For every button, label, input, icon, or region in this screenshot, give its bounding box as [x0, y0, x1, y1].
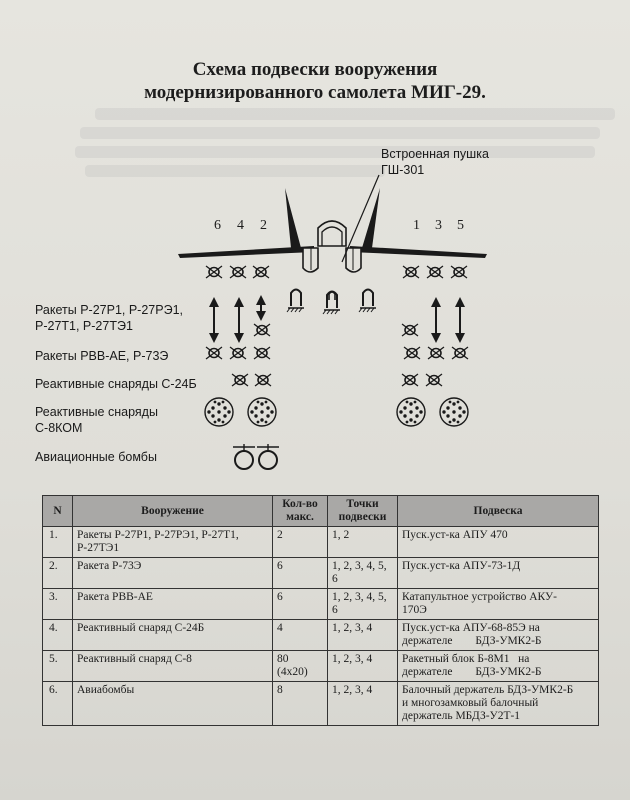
label-rvv: Ракеты РВВ-АЕ, Р-73Э	[35, 349, 169, 363]
point-label-4: 4	[237, 218, 244, 233]
r27-mount-right	[402, 324, 418, 336]
label-s8-line1: Реактивные снаряды	[35, 405, 158, 419]
header-qty: Кол-во макс.	[273, 496, 328, 527]
pylon-row	[287, 290, 376, 315]
page-title-line2: модернизированного самолета МИГ-29.	[144, 82, 486, 103]
label-s24: Реактивные снаряды С-24Б	[35, 377, 197, 391]
page-title-line1: Схема подвески вооружения	[192, 59, 438, 80]
header-weapon: Вооружение	[73, 496, 273, 527]
bombs-icon	[233, 444, 279, 469]
table-row: 4. Реактивный снаряд С-24Б 4 1, 2, 3, 4 Пуск.уст-ка АПУ-68-85Э на держателе БДЗ-УМК2-Б	[43, 620, 599, 651]
table-row: 5. Реактивный снаряд С-8 80 (4х20) 1, 2, 3, 4 Ракетный блок Б-8М1 на держателе БДЗ-УМК2-Б	[43, 651, 599, 682]
header-mount: Подвеска	[398, 496, 599, 527]
label-bombs: Авиационные бомбы	[35, 450, 157, 464]
aircraft-silhouette	[178, 188, 487, 272]
gun-label-line1: Встроенная пушка	[381, 147, 489, 161]
s8-pods	[205, 398, 468, 426]
label-s8-line2: С-8КОМ	[35, 421, 83, 435]
point-label-6: 6	[214, 218, 221, 233]
table-header-row	[43, 496, 599, 527]
label-r27-line2: Р-27Т1, Р-27ТЭ1	[35, 319, 133, 333]
r27-mount-left	[254, 324, 270, 336]
table-row: 6. Авиабомбы 8 1, 2, 3, 4 Балочный держатель БДЗ-УМК2-Б и многозамковый балочный держатель МБДЗ-У2Т-1	[43, 682, 599, 726]
rvv-mounts	[206, 347, 468, 359]
table-row: 1. Ракеты Р-27Р1, Р-27РЭ1, Р-27Т1, Р-27ТЭ1 2 1, 2 Пуск.уст-ка АПУ 470	[43, 527, 599, 558]
point-label-1: 1	[413, 218, 420, 233]
gun-label-line2: ГШ-301	[381, 163, 425, 177]
wing-pylons-right	[403, 266, 467, 278]
point-label-3: 3	[435, 218, 442, 233]
wing-pylons-left	[206, 266, 269, 278]
point-label-5: 5	[457, 218, 464, 233]
table-row: 2. Ракета Р-73Э 6 1, 2, 3, 4, 5, 6 Пуск.уст-ка АПУ-73-1Д	[43, 558, 599, 589]
point-label-2: 2	[260, 218, 267, 233]
table-row: 3. Ракета РВВ-АЕ 6 1, 2, 3, 4, 5, 6 Катапультное устройство АКУ- 170Э	[43, 589, 599, 620]
s24-mounts	[232, 374, 442, 386]
armament-table	[42, 495, 599, 726]
label-r27-line1: Ракеты Р-27Р1, Р-27РЭ1,	[35, 303, 183, 317]
header-n: N	[43, 496, 73, 527]
header-points: Точки подвески	[328, 496, 398, 527]
center-pylon-inner	[329, 292, 335, 300]
